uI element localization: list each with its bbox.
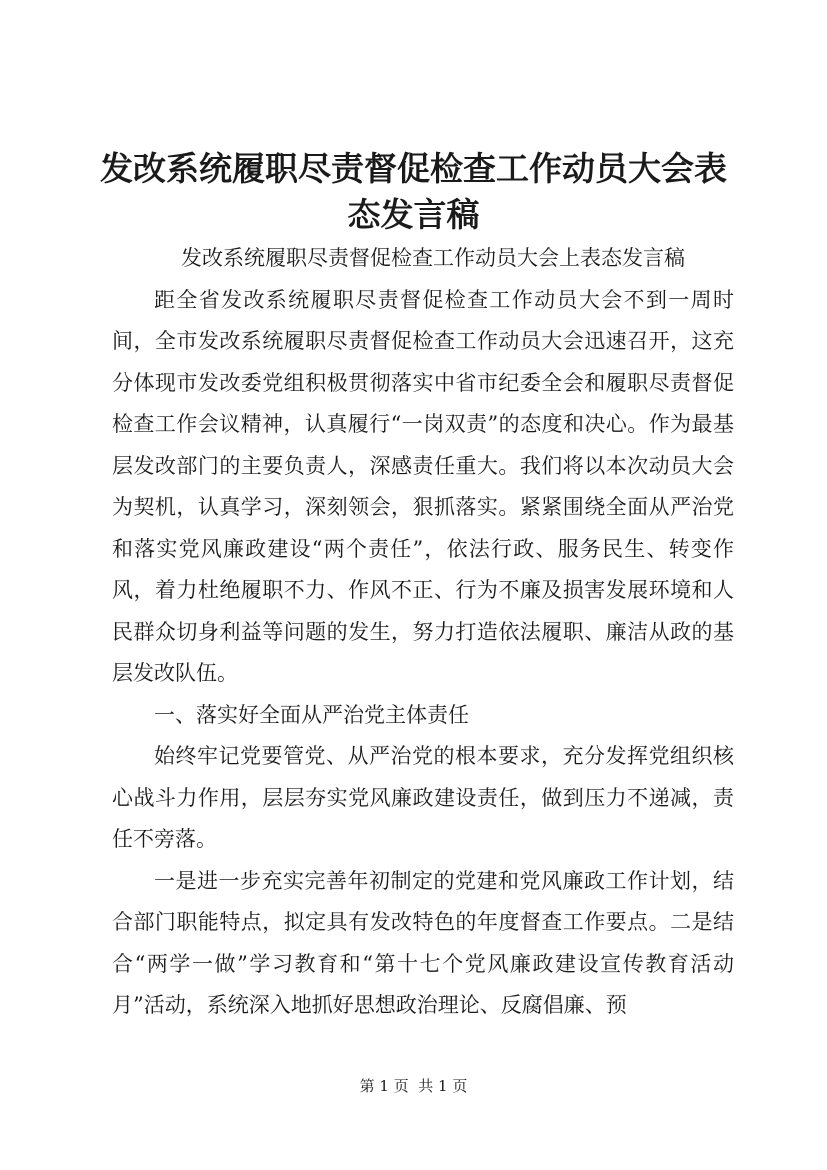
document-subtitle: 发改系统履职尽责督促检查工作动员大会上表态发言稿 xyxy=(181,246,685,270)
page-footer xyxy=(0,1076,827,1096)
paragraph-section-1: 始终牢记党要管党、从严治党的根本要求，充分发挥党组织核心战斗力作用，层层夯实党风廉政建设责任，做到压力不递减，责任不旁落。 xyxy=(112,744,734,851)
paragraph-item-1: 一是进一步充实完善年初制定的党建和党风廉政工作计划，结合部门职能特点，拟定具有发改特色的年度督查工作要点。二是结合“两学一做”学习教育和“第十七个党风廉政建设宣传教育活动月”活动，系统深入地抓好思想政治理论、反腐倡廉、预 xyxy=(112,868,734,1017)
section-heading-1: 一、落实好全面从严治党主体责任 xyxy=(154,702,469,727)
paragraph-intro: 距全省发改系统履职尽责督促检查工作动员大会不到一周时间，全市发改系统履职尽责督促检查工作动员大会迅速召开，这充分体现市发改委党组积极贯彻落实中省市纪委全会和履职尽责督促检查工作会议精神，认真履行“一岗双责”的态度和决心。作为最基层发改部门的主要负责人，深感责任重大。我们将以本次动员大会为契机，认真学习，深刻领会，狠抓落实。紧紧围绕全面从严治党和落实党风廉政建设“两个责任”，依法行政、服务民生、转变作风，着力杜绝履职不力、作风不正、行为不廉及损害发展环境和人民群众切身利益等问题的发生，努力打造依法履职、廉洁从政的基层发改队伍。 xyxy=(112,287,734,685)
page-number-label: 第 1 页 共 1 页 xyxy=(359,1077,468,1095)
document-body xyxy=(112,238,734,1027)
document-title: 发改系统履职尽责督促检查工作动员大会表态发言稿 xyxy=(100,149,727,234)
